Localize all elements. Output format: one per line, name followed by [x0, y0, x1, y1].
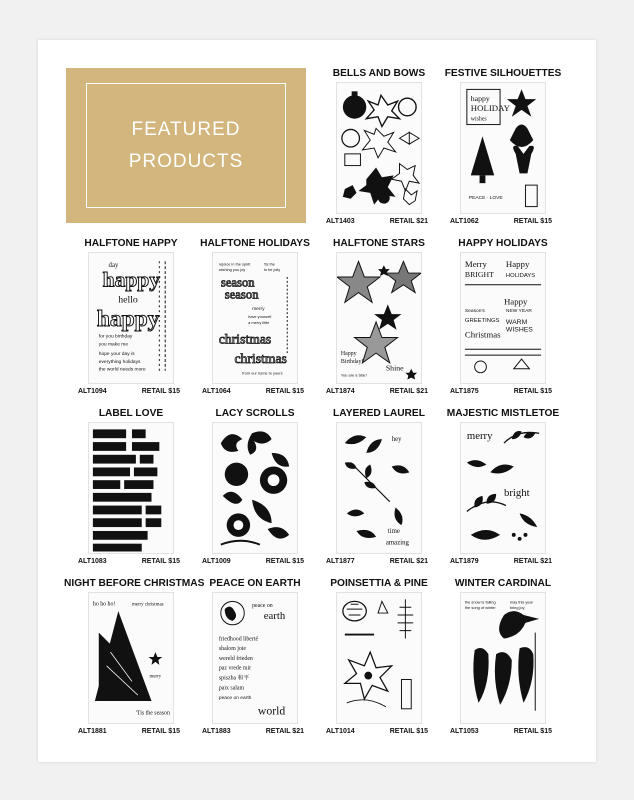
lacy-scrolls-stamp-set-icon[interactable]	[212, 422, 298, 554]
svg-text:time: time	[387, 527, 400, 535]
svg-text:peace on earth: peace on earth	[218, 696, 252, 702]
svg-text:may this year: may this year	[509, 599, 533, 605]
product-meta	[324, 558, 434, 565]
svg-text:HOLIDAYS: HOLIDAYS	[505, 272, 536, 279]
svg-text:merry: merry	[149, 674, 162, 680]
product-title: POINSETTIA & PINE	[330, 578, 428, 589]
svg-text:hello: hello	[118, 294, 138, 306]
product-title: LAYERED LAUREL	[333, 408, 425, 419]
halftone-stars-stamp-set-icon[interactable]	[336, 252, 422, 384]
svg-text:wishes: wishes	[470, 116, 487, 123]
product-meta	[448, 388, 558, 395]
svg-text:a merry little: a merry little	[248, 319, 270, 325]
svg-text:to be jolly: to be jolly	[263, 267, 281, 273]
svg-text:paz vrede mir: paz vrede mir	[218, 665, 252, 672]
product-title: PEACE ON EARTH	[209, 578, 301, 589]
svg-text:WISHES: WISHES	[505, 326, 533, 334]
svg-text:the song of winter: the song of winter	[464, 605, 496, 611]
product-price: RETAIL $15	[141, 558, 180, 565]
peace-on-earth-stamp-set-icon[interactable]	[212, 592, 298, 724]
product-sku: ALT1879	[450, 558, 479, 565]
product-title: HALFTONE HOLIDAYS	[200, 238, 310, 249]
product-meta	[76, 558, 186, 565]
product-sku: ALT1094	[78, 388, 107, 395]
night-before-christmas-stamp-set-icon[interactable]	[88, 592, 174, 724]
product-title: LACY SCROLLS	[215, 408, 295, 419]
svg-text:the snow is falling: the snow is falling	[464, 599, 496, 605]
svg-text:merry: merry	[466, 430, 493, 443]
svg-text:season: season	[224, 287, 259, 302]
svg-text:rejoice in the spirit: rejoice in the spirit	[218, 261, 251, 267]
svg-text:Birthday!: Birthday!	[340, 358, 364, 365]
svg-text:shalom joie: shalom joie	[218, 646, 247, 653]
poinsettia-pine-stamp-set-icon[interactable]	[336, 592, 422, 724]
product-price: RETAIL $21	[265, 728, 304, 735]
svg-text:bring joy: bring joy	[509, 605, 525, 611]
svg-text:happy: happy	[470, 94, 490, 104]
svg-text:GREETINGS: GREETINGS	[464, 317, 500, 324]
svg-text:peace on: peace on	[252, 603, 273, 610]
svg-text:PEACE · LOVE: PEACE · LOVE	[468, 195, 503, 201]
svg-text:'Tis the season: 'Tis the season	[135, 710, 170, 717]
svg-text:world: world	[257, 704, 286, 718]
svg-text:Merry: Merry	[464, 259, 487, 270]
product-price: RETAIL $21	[389, 558, 428, 565]
svg-text:wishing you joy: wishing you joy	[218, 267, 246, 273]
banner-title-line1: FEATURED	[131, 118, 241, 140]
svg-text:christmas: christmas	[234, 350, 287, 366]
svg-text:HOLIDAY: HOLIDAY	[470, 102, 510, 113]
featured-banner	[66, 68, 306, 223]
product-sku: ALT1083	[78, 558, 107, 565]
banner-frame	[86, 83, 286, 208]
product-meta	[448, 728, 558, 735]
banner-title-line2: PRODUCTS	[128, 150, 244, 172]
svg-text:season: season	[220, 275, 255, 290]
product-meta	[200, 388, 310, 395]
product-sku: ALT1877	[326, 558, 355, 565]
majestic-mistletoe-stamp-set-icon[interactable]	[460, 422, 546, 554]
product-meta	[76, 388, 186, 395]
product-title: NIGHT BEFORE CHRISTMAS	[64, 578, 205, 589]
svg-text:happy: happy	[96, 305, 160, 332]
svg-text:bright: bright	[503, 486, 530, 499]
svg-text:Happy: Happy	[503, 296, 528, 307]
svg-text:you make me: you make me	[98, 342, 129, 348]
product-sku: ALT1064	[202, 388, 231, 395]
svg-text:christmas: christmas	[218, 331, 272, 347]
svg-text:have yourself: have yourself	[248, 314, 272, 319]
product-price: RETAIL $15	[141, 388, 180, 395]
halftone-holidays-stamp-set-icon[interactable]	[212, 252, 298, 384]
happy-holidays-stamp-set-icon[interactable]	[460, 252, 546, 384]
svg-text:Christmas: Christmas	[464, 329, 501, 340]
product-meta	[448, 558, 558, 565]
svg-text:hey: hey	[391, 436, 402, 444]
product-meta	[200, 728, 310, 735]
svg-text:hope your day is: hope your day is	[98, 352, 135, 358]
svg-text:earth: earth	[263, 609, 286, 622]
product-sku: ALT1874	[326, 388, 355, 395]
layered-laurel-stamp-set-icon[interactable]	[336, 422, 422, 554]
product-price: RETAIL $15	[141, 728, 180, 735]
svg-text:friedhood liberté: friedhood liberté	[218, 636, 259, 643]
product-price: RETAIL $21	[389, 388, 428, 395]
product-meta	[76, 728, 186, 735]
svg-text:the world needs more: the world needs more	[98, 367, 146, 373]
product-price: RETAIL $15	[513, 388, 552, 395]
product-meta	[324, 388, 434, 395]
product-meta	[324, 728, 434, 735]
svg-text:Happy: Happy	[505, 259, 530, 270]
svg-text:You are a Star!: You are a Star!	[340, 372, 367, 378]
product-price: RETAIL $15	[265, 388, 304, 395]
product-sku: ALT1014	[326, 728, 355, 735]
product-sku: ALT1009	[202, 558, 231, 565]
svg-text:'tis the: 'tis the	[263, 261, 275, 267]
festive-silhouettes-stamp-set-icon[interactable]	[460, 82, 546, 214]
product-title: FESTIVE SILHOUETTES	[444, 68, 562, 79]
product-price: RETAIL $21	[389, 218, 428, 225]
product-sku: ALT1875	[450, 388, 479, 395]
svg-text:wereld frieden: wereld frieden	[218, 655, 253, 662]
svg-text:amazing: amazing	[385, 539, 409, 547]
product-title: MAJESTIC MISTLETOE	[446, 408, 560, 419]
svg-text:Shine: Shine	[385, 363, 404, 373]
bells-bows-stamp-set-icon[interactable]	[336, 82, 422, 214]
svg-text:ho ho ho!: ho ho ho!	[92, 601, 116, 608]
svg-text:happy: happy	[102, 267, 160, 292]
product-sku: ALT1062	[450, 218, 479, 225]
product-price: RETAIL $15	[513, 728, 552, 735]
catalog-page	[38, 40, 596, 762]
product-price: RETAIL $15	[265, 558, 304, 565]
product-title: LABEL LOVE	[98, 408, 164, 419]
svg-text:for you birthday: for you birthday	[98, 334, 133, 340]
product-sku: ALT1053	[450, 728, 479, 735]
product-title: BELLS AND BOWS	[332, 68, 426, 79]
winter-cardinal-stamp-set-icon[interactable]	[460, 592, 546, 724]
label-love-stamp-set-icon[interactable]	[88, 422, 174, 554]
product-price: RETAIL $15	[513, 218, 552, 225]
product-meta	[448, 218, 558, 225]
svg-text:from our home to yours: from our home to yours	[242, 370, 283, 376]
svg-text:NEW YEAR: NEW YEAR	[505, 309, 532, 315]
svg-text:merry christmas: merry christmas	[131, 602, 164, 608]
product-sku: ALT1403	[326, 218, 355, 225]
svg-text:paix salam: paix salam	[218, 685, 245, 692]
product-title: HAPPY HOLIDAYS	[458, 238, 548, 249]
product-meta	[324, 218, 434, 225]
svg-text:BRIGHT: BRIGHT	[464, 269, 494, 279]
product-meta	[200, 558, 310, 565]
svg-text:merry: merry	[252, 307, 265, 313]
svg-text:WARM: WARM	[505, 318, 528, 326]
halftone-happy-stamp-set-icon[interactable]	[88, 252, 174, 384]
svg-text:spiszba 和平: spiszba 和平	[218, 675, 250, 682]
product-sku: ALT1883	[202, 728, 231, 735]
svg-text:Season's: Season's	[464, 309, 485, 315]
svg-text:everything holidays: everything holidays	[98, 359, 141, 365]
product-title: HALFTONE STARS	[333, 238, 425, 249]
product-title: HALFTONE HAPPY	[84, 238, 178, 249]
svg-text:Happy: Happy	[340, 351, 357, 358]
svg-text:day: day	[108, 262, 119, 270]
product-price: RETAIL $21	[513, 558, 552, 565]
product-title: WINTER CARDINAL	[454, 578, 552, 589]
product-price: RETAIL $15	[389, 728, 428, 735]
product-sku: ALT1881	[78, 728, 107, 735]
